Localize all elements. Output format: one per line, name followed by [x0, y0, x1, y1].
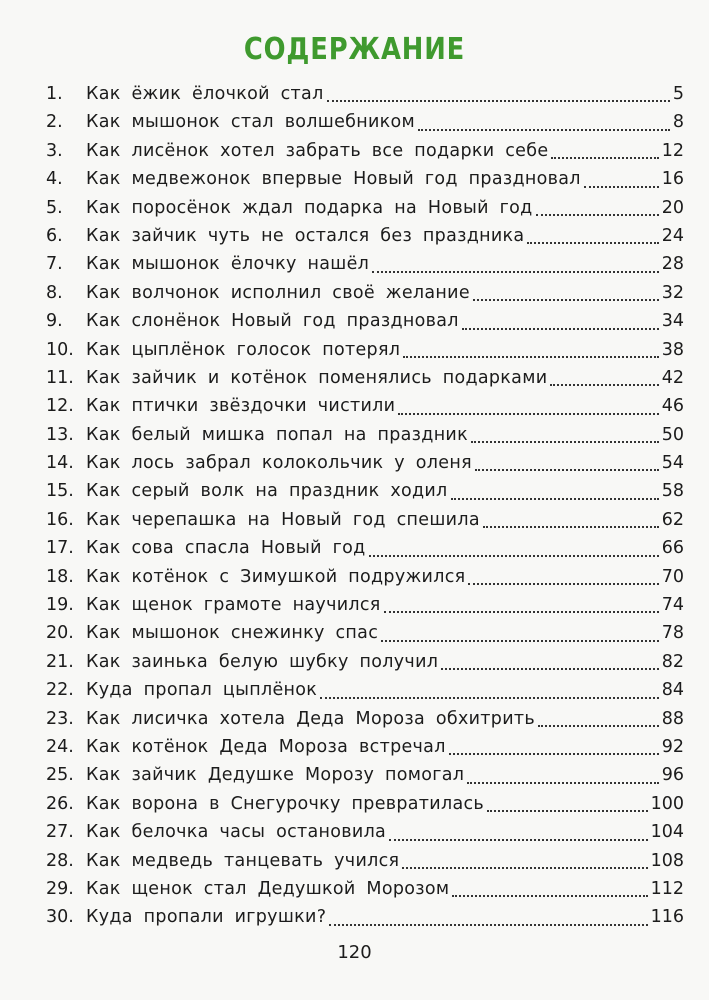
toc-entry-title: Как цыплёнок голосок потерял — [86, 339, 401, 360]
dot-leader — [550, 384, 658, 386]
dot-leader — [473, 299, 659, 301]
toc-entry-page: 82 — [661, 651, 684, 672]
toc-entry-page: 5 — [672, 84, 684, 104]
toc-entry — [46, 222, 684, 250]
toc-entry-title: Как зайчик Дедушке Морозу помогал — [86, 765, 465, 786]
toc-entry-title: Как белочка часы остановила — [86, 822, 387, 843]
dot-leader — [475, 469, 659, 471]
toc-entry-title: Как лисичка хотела Деда Мороза обхитрить — [86, 708, 535, 729]
toc-entry-number: 15. — [46, 481, 74, 502]
toc-entry-page: 84 — [661, 680, 684, 701]
dot-leader — [389, 839, 648, 841]
toc-entry — [46, 534, 684, 562]
dot-leader — [487, 810, 648, 812]
toc-entry — [46, 307, 684, 335]
toc-entry-page: 112 — [650, 878, 684, 899]
dot-leader — [536, 214, 659, 216]
toc-entry-title: Как волчонок исполнил своё желание — [86, 282, 470, 303]
toc-entry — [46, 506, 684, 534]
toc-entry-page: 62 — [661, 509, 684, 530]
toc-entry-number: 23. — [46, 708, 74, 729]
toc-entry — [46, 364, 684, 392]
toc-entry-title: Как мышонок снежинку спас — [86, 623, 379, 644]
toc-entry — [46, 108, 684, 136]
toc-entry-number: 25. — [46, 765, 74, 786]
toc-entry-number: 5. — [46, 197, 63, 218]
toc-entry-number: 30. — [46, 907, 74, 928]
toc-entry — [46, 477, 684, 505]
toc-entry-number: 19. — [46, 595, 74, 616]
toc-entry-page: 8 — [672, 112, 684, 133]
toc-entry-title: Как слонёнок Новый год праздновал — [86, 311, 459, 332]
toc-entry-page: 34 — [661, 311, 684, 332]
toc-entry — [46, 421, 684, 449]
toc-entry — [46, 194, 684, 222]
toc-entry — [46, 563, 684, 591]
toc-entry — [46, 903, 684, 931]
toc-entry-page: 42 — [661, 367, 684, 388]
toc-entry-title: Как ворона в Снегурочку превратилась — [86, 793, 485, 814]
toc-entry — [46, 676, 684, 704]
toc-entry-number: 20. — [46, 623, 74, 644]
toc-entry — [46, 392, 684, 420]
dot-leader — [483, 526, 659, 528]
toc-entry-number: 26. — [46, 793, 74, 814]
toc-entry — [46, 761, 684, 789]
toc-entry-page: 88 — [661, 708, 684, 729]
dot-leader — [538, 725, 659, 727]
dot-leader — [418, 129, 670, 131]
toc-entry-title: Как зайчик чуть не остался без праздника — [86, 225, 525, 246]
dot-leader — [468, 583, 658, 585]
toc-entry — [46, 705, 684, 733]
toc-entry-page: 32 — [661, 282, 684, 303]
dot-leader — [402, 867, 647, 869]
toc-entry-number: 8. — [46, 282, 63, 303]
dot-leader — [584, 186, 659, 188]
toc-entry — [46, 875, 684, 903]
toc-entry-title: Как мышонок стал волшебником — [86, 112, 416, 133]
page-title: СОДЕРЖАНИЕ — [243, 32, 466, 67]
toc-entry-title: Как щенок стал Дедушкой Морозом — [86, 878, 450, 899]
toc-entry-number: 17. — [46, 538, 74, 559]
toc-entry-page: 54 — [661, 453, 684, 474]
toc-entry-page: 16 — [661, 169, 684, 190]
toc-entry — [46, 449, 684, 477]
toc-entry-title: Как черепашка на Новый год спешила — [86, 509, 480, 530]
toc-entry-title: Куда пропали игрушки? — [86, 907, 327, 928]
dot-leader — [384, 611, 659, 613]
dot-leader — [398, 413, 658, 415]
toc-entry — [46, 619, 684, 647]
toc-entry-number: 12. — [46, 396, 74, 417]
dot-leader — [372, 271, 659, 273]
toc-entry-title: Как лось забрал колокольчик у оленя — [86, 453, 472, 474]
toc-entry-number: 3. — [46, 140, 63, 161]
toc-entry-page: 74 — [661, 595, 684, 616]
dot-leader — [320, 697, 659, 699]
toc-entry-title: Как ёжик ёлочкой стал — [86, 84, 324, 104]
toc-entry-title: Как белый мишка попал на праздник — [86, 424, 468, 445]
toc-entry-title: Как котёнок Деда Мороза встречал — [86, 736, 446, 757]
toc-entry-title: Как серый волк на праздник ходил — [86, 481, 448, 502]
toc-entry-title: Как щенок грамоте научился — [86, 595, 381, 616]
dot-leader — [527, 242, 658, 244]
toc-entry — [46, 733, 684, 761]
toc-entry-number: 2. — [46, 112, 63, 133]
toc-entry-page: 28 — [661, 254, 684, 275]
toc-entry-page: 116 — [650, 907, 684, 928]
toc-entry-title: Как зайчик и котёнок поменялись подарками — [86, 367, 548, 388]
toc-entry — [46, 336, 684, 364]
toc-entry-number: 9. — [46, 311, 63, 332]
toc-entry-title: Как поросёнок ждал подарка на Новый год — [86, 197, 533, 218]
toc-entry — [46, 165, 684, 193]
dot-leader — [467, 782, 658, 784]
dot-leader — [403, 356, 658, 358]
toc-entry-page: 20 — [661, 197, 684, 218]
dot-leader — [462, 328, 659, 330]
toc-entry-number: 27. — [46, 822, 74, 843]
dot-leader — [329, 924, 647, 926]
dot-leader — [449, 753, 659, 755]
toc-entry-title: Как лисёнок хотел забрать все подарки себе — [86, 140, 549, 161]
toc-entry — [46, 250, 684, 278]
toc-entry-title: Как заинька белую шубку получил — [86, 651, 439, 672]
toc-entry-number: 22. — [46, 680, 74, 701]
toc-entry-number: 29. — [46, 878, 74, 899]
toc-entry — [46, 591, 684, 619]
toc-entry-title: Как котёнок с Зимушкой подружился — [86, 566, 466, 587]
toc-entry-page: 46 — [661, 396, 684, 417]
page-number: 120 — [337, 942, 372, 963]
toc-entry-number: 24. — [46, 736, 74, 757]
toc-entry-page: 92 — [661, 736, 684, 757]
toc-entry-number: 18. — [46, 566, 74, 587]
toc-entry-page: 58 — [661, 481, 684, 502]
toc-entry-page: 50 — [661, 424, 684, 445]
toc-entry-title: Как мышонок ёлочку нашёл — [86, 254, 370, 275]
toc-entry-page: 96 — [661, 765, 684, 786]
toc-entry-page: 108 — [650, 850, 684, 871]
toc-entry-number: 11. — [46, 367, 74, 388]
toc-entry — [46, 80, 684, 108]
toc-entry — [46, 279, 684, 307]
toc-entry-page: 24 — [661, 225, 684, 246]
toc-entry — [46, 790, 684, 818]
dot-leader — [451, 498, 659, 500]
dot-leader — [441, 668, 658, 670]
toc-entry-title: Как птички звёздочки чистили — [86, 396, 396, 417]
toc-entry-number: 28. — [46, 850, 74, 871]
toc-entry — [46, 137, 684, 165]
toc-entry-number: 4. — [46, 169, 63, 190]
toc-entry-title: Как сова спасла Новый год — [86, 538, 366, 559]
toc-entry — [46, 847, 684, 875]
toc-entry-page: 66 — [661, 538, 684, 559]
toc-entry-number: 7. — [46, 254, 63, 275]
toc-entry-page: 104 — [650, 822, 684, 843]
toc-entry-number: 10. — [46, 339, 74, 360]
toc-entry-page: 70 — [661, 566, 684, 587]
toc-entry-number: 13. — [46, 424, 74, 445]
dot-leader — [551, 157, 658, 159]
toc-entry — [46, 648, 684, 676]
dot-leader — [369, 555, 659, 557]
table-of-contents — [46, 80, 684, 932]
dot-leader — [327, 100, 670, 102]
toc-entry-title: Как медвежонок впервые Новый год праздновал — [86, 169, 581, 190]
dot-leader — [452, 895, 647, 897]
toc-entry — [46, 818, 684, 846]
toc-entry-title: Как медведь танцевать учился — [86, 850, 400, 871]
toc-entry-page: 78 — [661, 623, 684, 644]
toc-entry-number: 1. — [46, 84, 63, 104]
toc-entry-page: 38 — [661, 339, 684, 360]
toc-entry-page: 12 — [661, 140, 684, 161]
toc-entry-title: Куда пропал цыплёнок — [86, 680, 318, 701]
toc-entry-page: 100 — [650, 793, 684, 814]
toc-entry-number: 14. — [46, 453, 74, 474]
toc-entry-number: 21. — [46, 651, 74, 672]
dot-leader — [471, 441, 659, 443]
dot-leader — [381, 640, 659, 642]
toc-entry-number: 6. — [46, 225, 63, 246]
toc-entry-number: 16. — [46, 509, 74, 530]
